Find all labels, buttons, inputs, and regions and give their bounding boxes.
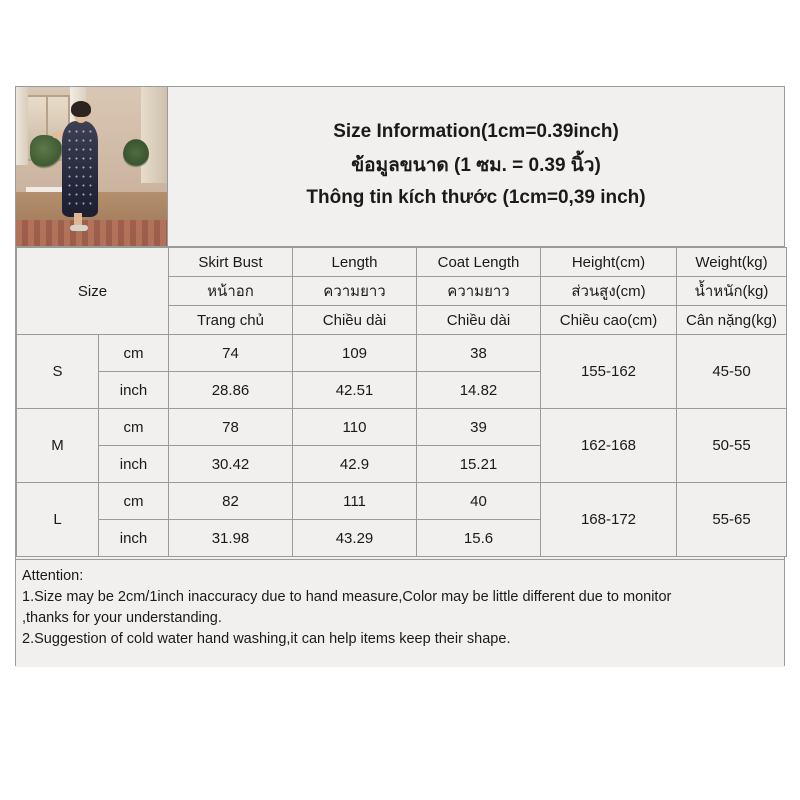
row-unit-inch: inch [99, 520, 169, 557]
cell-m-bust-cm: 78 [169, 409, 293, 446]
table-row [17, 409, 787, 446]
photo-model-hair [71, 101, 91, 117]
title-vietnamese: Thông tin kích thước (1cm=0,39 inch) [306, 186, 646, 208]
header-weight-th: น้ำหนัก(kg) [677, 277, 787, 306]
cell-s-bust-inch: 28.86 [169, 372, 293, 409]
photo-rug [16, 220, 167, 246]
cell-l-bust-inch: 31.98 [169, 520, 293, 557]
table-row [17, 483, 787, 520]
header-size-label: Size [17, 248, 169, 335]
cell-m-bust-inch: 30.42 [169, 446, 293, 483]
photo-plant-left [30, 135, 64, 169]
cell-m-coat-inch: 15.21 [417, 446, 541, 483]
row-unit-inch: inch [99, 372, 169, 409]
row-unit-cm: cm [99, 335, 169, 372]
cell-s-coat-cm: 38 [417, 335, 541, 372]
title-block [168, 87, 784, 246]
cell-l-length-cm: 111 [293, 483, 417, 520]
title-thai: ข้อมูลขนาด (1 ซม. = 0.39 นิ้ว) [351, 154, 601, 176]
cell-s-coat-inch: 14.82 [417, 372, 541, 409]
photo-curtain-left [16, 87, 28, 165]
header-coat-length-vi: Chiều dài [417, 306, 541, 335]
header-height-en: Height(cm) [541, 248, 677, 277]
attention-block [16, 559, 784, 667]
attention-line-1: 1.Size may be 2cm/1inch inaccuracy due to hand measure,Color may be little different due to monitor [22, 589, 672, 606]
cell-l-coat-inch: 15.6 [417, 520, 541, 557]
cell-s-height: 155-162 [541, 335, 677, 409]
row-unit-cm: cm [99, 483, 169, 520]
cell-l-bust-cm: 82 [169, 483, 293, 520]
cell-s-weight: 45-50 [677, 335, 787, 409]
attention-heading: Attention: [22, 568, 84, 584]
row-size-m: M [17, 409, 99, 483]
header-skirt-bust-vi: Trang chủ [169, 306, 293, 335]
cell-l-weight: 55-65 [677, 483, 787, 557]
cell-m-height: 162-168 [541, 409, 677, 483]
cell-l-height: 168-172 [541, 483, 677, 557]
photo-model-shoes [70, 225, 88, 231]
header-coat-length-en: Coat Length [417, 248, 541, 277]
cell-m-length-inch: 42.9 [293, 446, 417, 483]
size-chart-card [15, 86, 785, 666]
cell-s-bust-cm: 74 [169, 335, 293, 372]
attention-line-2: ,thanks for your understanding. [22, 610, 222, 627]
attention-line-3: 2.Suggestion of cold water hand washing,it can help items keep their shape. [22, 631, 511, 648]
header-length-th: ความยาว [293, 277, 417, 306]
row-unit-inch: inch [99, 446, 169, 483]
header-coat-length-th: ความยาว [417, 277, 541, 306]
cell-m-weight: 50-55 [677, 409, 787, 483]
header-length-en: Length [293, 248, 417, 277]
size-table [16, 247, 787, 557]
chart-header [16, 87, 784, 247]
product-photo [16, 87, 168, 246]
header-weight-vi: Cân nặng(kg) [677, 306, 787, 335]
photo-plant-right [123, 139, 149, 169]
photo-curtain-far [141, 87, 167, 183]
table-row [17, 335, 787, 372]
title-english: Size Information(1cm=0.39inch) [333, 120, 619, 142]
header-skirt-bust-th: หน้าอก [169, 277, 293, 306]
row-unit-cm: cm [99, 409, 169, 446]
cell-m-coat-cm: 39 [417, 409, 541, 446]
cell-s-length-cm: 109 [293, 335, 417, 372]
header-height-vi: Chiều cao(cm) [541, 306, 677, 335]
header-weight-en: Weight(kg) [677, 248, 787, 277]
header-skirt-bust-en: Skirt Bust [169, 248, 293, 277]
header-height-th: ส่วนสูง(cm) [541, 277, 677, 306]
table-header-row-en [17, 248, 787, 277]
row-size-s: S [17, 335, 99, 409]
cell-s-length-inch: 42.51 [293, 372, 417, 409]
cell-l-coat-cm: 40 [417, 483, 541, 520]
cell-l-length-inch: 43.29 [293, 520, 417, 557]
cell-m-length-cm: 110 [293, 409, 417, 446]
photo-model-dress [62, 121, 98, 217]
row-size-l: L [17, 483, 99, 557]
header-length-vi: Chiều dài [293, 306, 417, 335]
